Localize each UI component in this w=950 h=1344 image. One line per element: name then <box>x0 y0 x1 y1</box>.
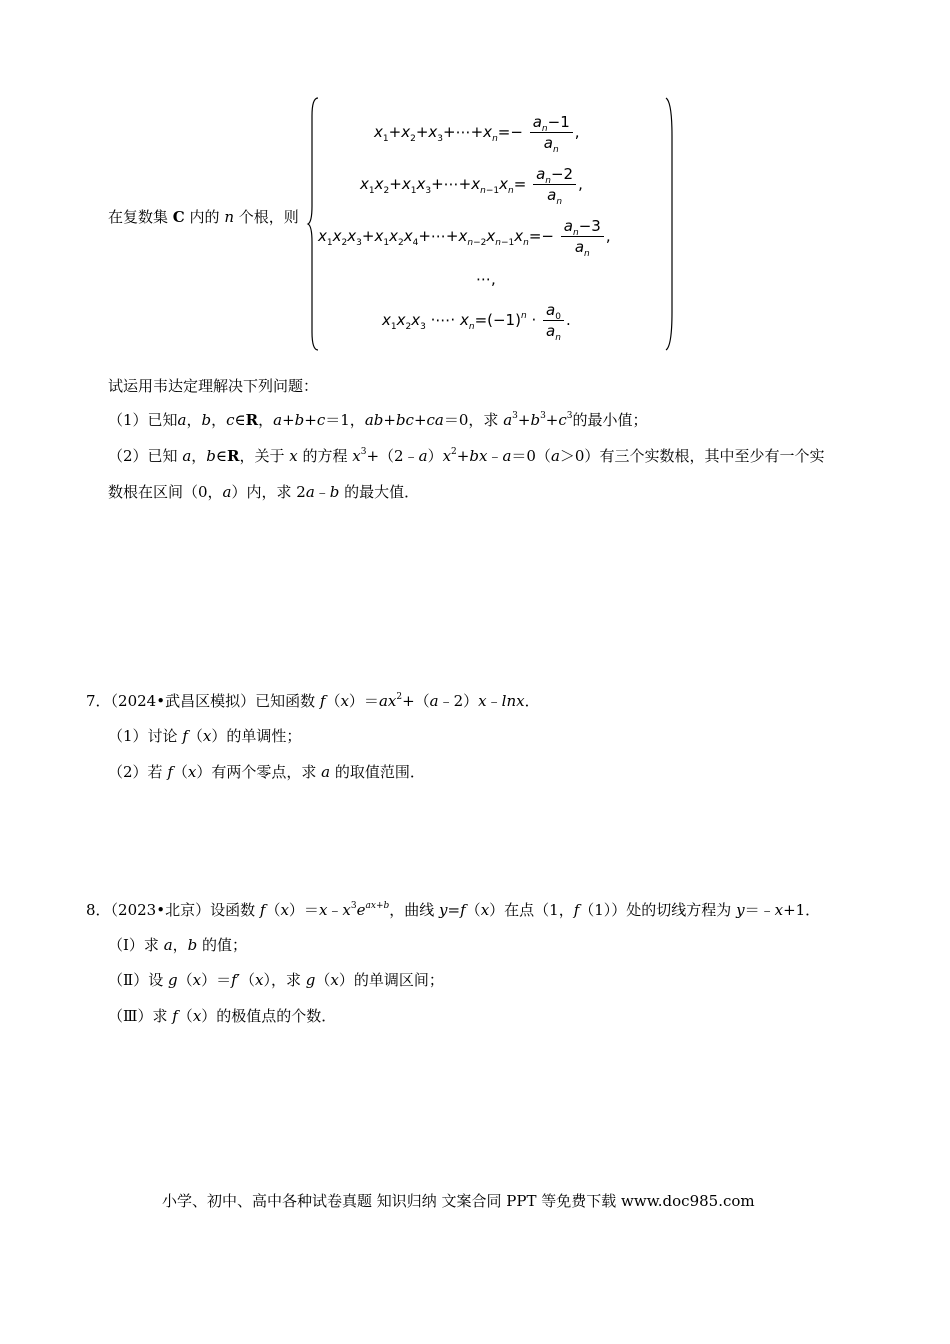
q7-stem: 7．（2024•武昌区模拟）已知函数 $f(x)=ax^2+(a﹣2)x﹣\ln x$． <box>86 692 540 710</box>
task-intro: 试运用韦达定理解决下列问题： <box>108 377 319 395</box>
q8-part2: （Ⅱ）设 g（x）＝f′（x），求 g（x）的单调区间； <box>108 971 444 989</box>
intro-mid: 内的 <box>189 208 220 226</box>
vieta-eq-1: $x_1+x_2+x_3+\cdots+x_n=-$ $\frac{a_n-1}{a_n}$ , <box>374 113 580 155</box>
vieta-dots: ⋯, <box>476 270 496 288</box>
footer-text: 小学、初中、高中各种试卷真题 知识归纳 文案合同 PPT 等免费下载 www.doc985.com <box>162 1192 755 1210</box>
q6-part2-line1: （2）已知 a，b∈R，关于 x 的方程 $x^3+(2﹣a)x^2+bx﹣a=0(a>0)$有三个实数根，其中至少有一个实 <box>108 447 825 465</box>
q8-part1: （Ⅰ）求 a，b 的值； <box>108 936 248 954</box>
q7-part2: （2）若 f（x）有两个零点，求 a 的取值范围． <box>108 763 425 781</box>
q8-part3: （Ⅲ）求 f（x）的极值点的个数． <box>108 1007 337 1025</box>
vieta-eq-2: $x_1x_2+x_1x_3+\cdots+x_{n-1}x_n=$ $\frac{a_n-2}{a_n}$ , <box>360 165 583 207</box>
intro-line <box>108 207 299 227</box>
intro-n: n <box>224 208 234 226</box>
vieta-eq-last: $x_1x_2x_3$ ·⋯· $x_n=(-1)^n$ · $\frac{a_0}{a_n}$ . <box>382 301 571 343</box>
q6-part2-line2: 数根在区间（0，a）内，求 2a﹣b 的最大值． <box>108 483 420 501</box>
intro-suffix: 个根，则 <box>238 208 299 226</box>
intro-prefix: 在复数集 <box>108 208 169 226</box>
q8-stem: 8．（2023•北京）设函数 $f(x)=x﹣x^3e^{ax+b}$，曲线 y=f（x）在点（1，f（1））处的切线方程为 y＝﹣x+1． <box>86 901 821 919</box>
q6-part1: （1）已知a，b，c∈R，a+b+c＝1，ab+bc+ca＝0，求 $a^3+b^3+c^3$的最小值； <box>108 411 648 429</box>
vieta-eq-3: $x_1x_2x_3+x_1x_2x_4+\cdots+x_{n-2}x_{n-1}x_n=-$ $\frac{a_n-3}{a_n}$ , <box>318 217 611 259</box>
q7-part1: （1）讨论 f（x）的单调性； <box>108 727 302 745</box>
right-brace <box>664 96 678 352</box>
complex-set-symbol: C <box>172 208 185 226</box>
